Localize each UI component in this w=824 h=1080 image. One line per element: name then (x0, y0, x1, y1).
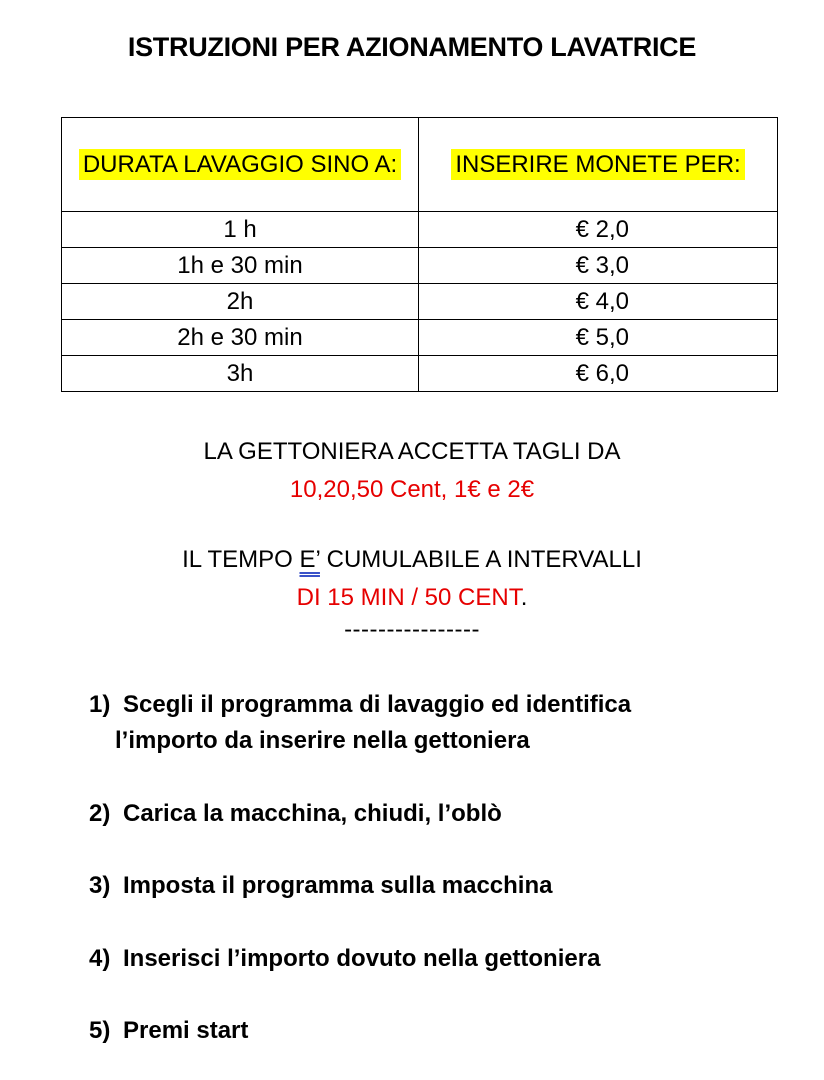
price-table (61, 117, 778, 392)
step-number: 3) (89, 872, 111, 899)
duration-cell: 1h e 30 min (62, 248, 419, 284)
table-row (62, 212, 778, 248)
separator-line: ---------------- (344, 616, 480, 643)
step-1 (89, 687, 789, 759)
step-4 (89, 941, 789, 977)
table-row (62, 320, 778, 356)
step-text: Scegli il programma di lavaggio ed identifica (123, 691, 632, 718)
duration-cell: 1 h (62, 212, 419, 248)
time-label-before: IL TEMPO (182, 546, 300, 573)
step-2 (89, 796, 789, 832)
step-number: 1) (89, 691, 111, 718)
time-cumulative-label (0, 546, 824, 574)
time-interval-period: . (520, 584, 528, 611)
time-interval-line (0, 584, 824, 612)
duration-cell: 3h (62, 356, 419, 392)
duration-cell: 2h e 30 min (62, 320, 419, 356)
time-label-after: CUMULABILE A INTERVALLI (319, 546, 642, 573)
time-label-underlined: E’ (299, 546, 320, 573)
step-text: Inserisci l’importo dovuto nella gettoniera (123, 945, 601, 972)
table-row (62, 284, 778, 320)
table-header-coins (419, 118, 778, 212)
step-text-continued: l’importo da inserire nella gettoniera (115, 727, 530, 754)
price-cell: € 5,0 (419, 320, 778, 356)
step-text: Premi start (123, 1017, 249, 1044)
header-coins-label: INSERIRE MONETE PER: (451, 149, 744, 180)
header-duration-label: DURATA LAVAGGIO SINO A: (79, 149, 401, 180)
time-interval-value: DI 15 MIN / 50 CENT (296, 584, 521, 611)
step-number: 2) (89, 800, 111, 827)
price-cell: € 6,0 (419, 356, 778, 392)
price-cell: € 4,0 (419, 284, 778, 320)
price-cell: € 3,0 (419, 248, 778, 284)
table-header-row (62, 118, 778, 212)
step-text: Imposta il programma sulla macchina (123, 872, 553, 899)
page-title: ISTRUZIONI PER AZIONAMENTO LAVATRICE (127, 32, 697, 62)
coins-accepted-label: LA GETTONIERA ACCETTA TAGLI DA (203, 438, 621, 465)
price-cell: € 2,0 (419, 212, 778, 248)
step-3 (89, 868, 789, 904)
table-row (62, 356, 778, 392)
coins-accepted-values: 10,20,50 Cent, 1€ e 2€ (289, 476, 535, 503)
step-5 (89, 1013, 789, 1049)
step-number: 4) (89, 945, 111, 972)
step-text: Carica la macchina, chiudi, l’oblò (123, 800, 502, 827)
table-header-duration (62, 118, 419, 212)
duration-cell: 2h (62, 284, 419, 320)
table-row (62, 248, 778, 284)
step-number: 5) (89, 1017, 111, 1044)
